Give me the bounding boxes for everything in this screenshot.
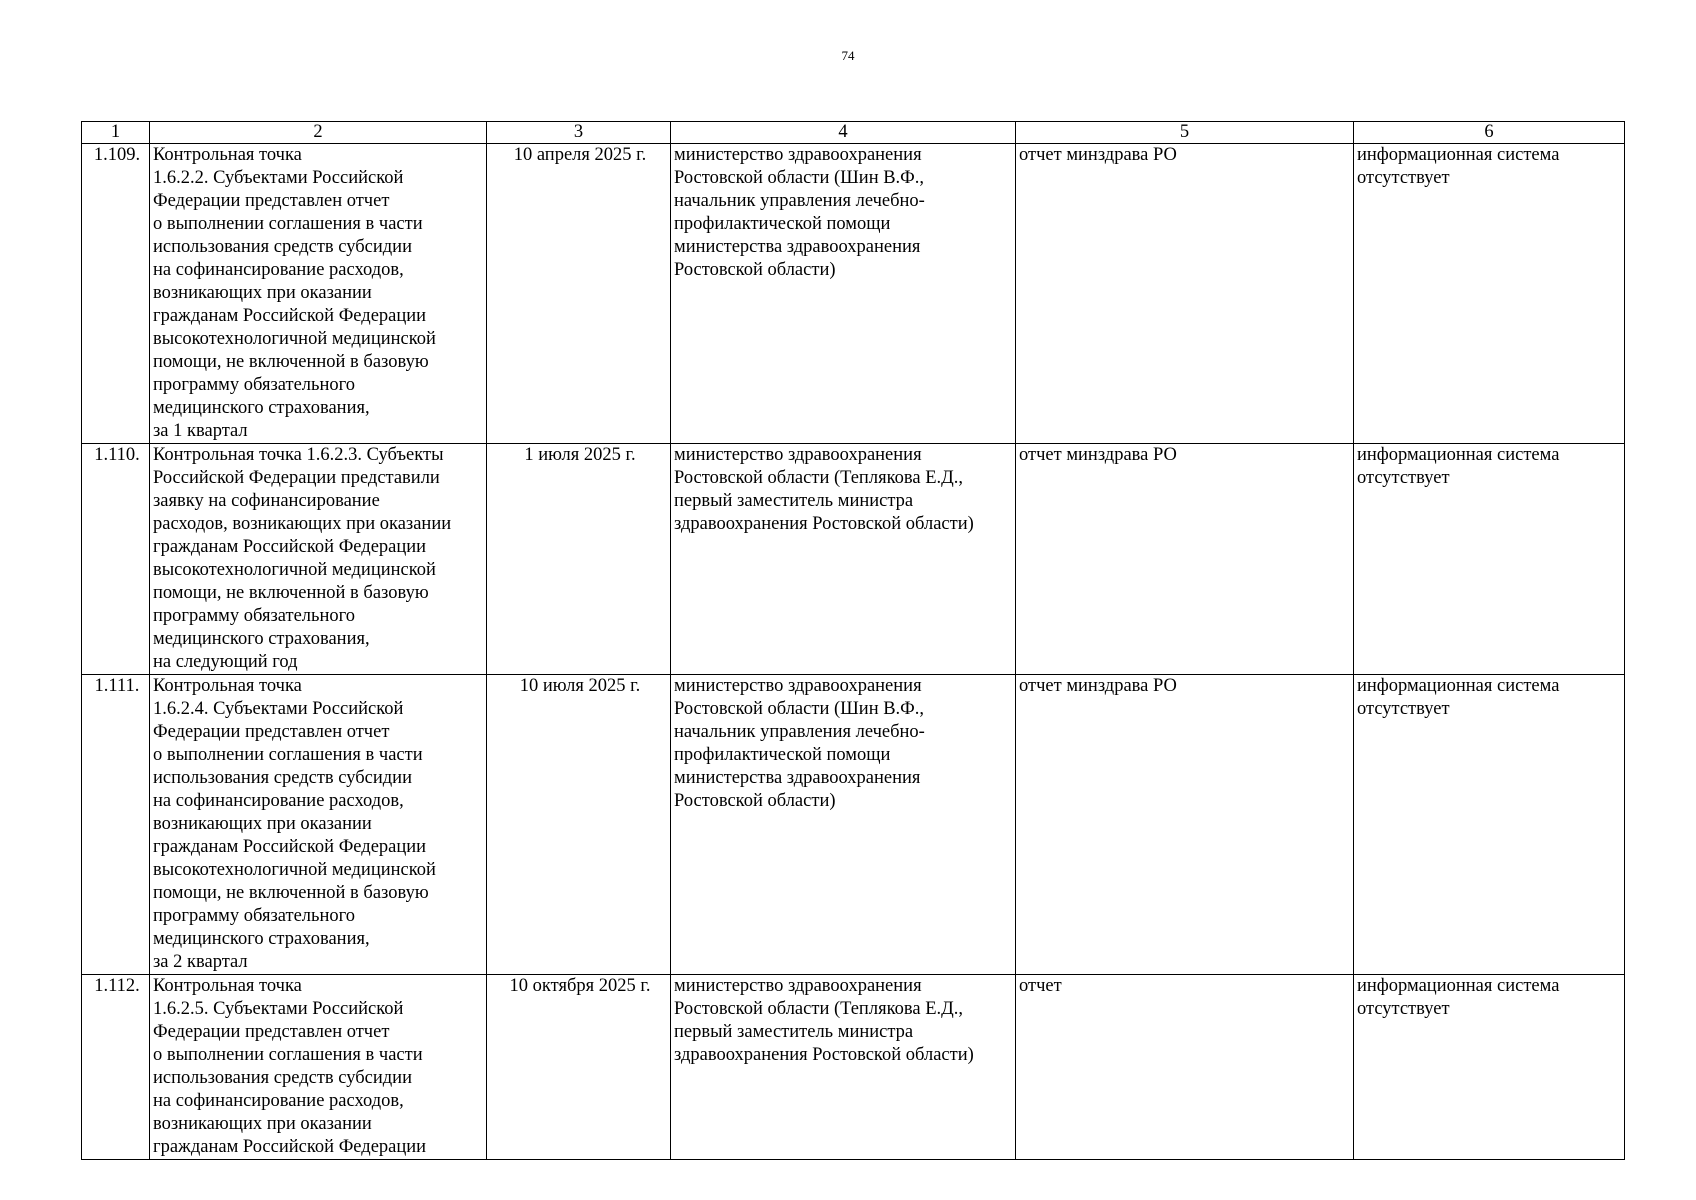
responsible-line: Ростовской области (Шин В.Ф., — [674, 168, 925, 188]
event-cell — [150, 675, 487, 975]
header-col-4: 4 — [671, 122, 1016, 144]
header-col-5: 5 — [1016, 122, 1354, 144]
event-line: на софинансирование расходов, — [153, 791, 404, 811]
event-line: Контрольная точка 1.6.2.3. Субъекты — [153, 445, 444, 465]
header-col-2: 2 — [150, 122, 487, 144]
result-cell: отчет минздрава РО — [1016, 444, 1354, 675]
event-line: расходов, возникающих при оказании — [153, 514, 452, 534]
event-line: Федерации представлен отчет — [153, 722, 390, 742]
date-cell: 10 июля 2025 г. — [487, 675, 671, 975]
result-cell: отчет минздрава РО — [1016, 675, 1354, 975]
result-cell: отчет минздрава РО — [1016, 144, 1354, 444]
responsible-line: министерство здравоохранения — [674, 145, 922, 165]
table-row — [82, 444, 1625, 675]
event-line: гражданам Российской Федерации — [153, 537, 427, 557]
row-number: 1.112. — [82, 975, 150, 1160]
event-line: о выполнении соглашения в части — [153, 214, 423, 234]
responsible-line: министерства здравоохранения — [674, 237, 921, 257]
system-line: информационная система — [1357, 445, 1560, 465]
event-line: возникающих при оказании — [153, 1114, 372, 1134]
event-line: 1.6.2.5. Субъектами Российской — [153, 999, 404, 1019]
event-line: медицинского страхования, — [153, 629, 370, 649]
header-col-6: 6 — [1354, 122, 1625, 144]
event-line: на следующий год — [153, 652, 298, 672]
event-cell — [150, 144, 487, 444]
event-line: использования средств субсидии — [153, 768, 412, 788]
event-line: на софинансирование расходов, — [153, 1091, 404, 1111]
system-cell — [1354, 144, 1625, 444]
system-line: информационная система — [1357, 976, 1560, 996]
date-cell: 1 июля 2025 г. — [487, 444, 671, 675]
responsible-line: Ростовской области (Теплякова Е.Д., — [674, 999, 963, 1019]
responsible-line: первый заместитель министра — [674, 491, 914, 511]
system-line: отсутствует — [1357, 168, 1450, 188]
event-line: Контрольная точка — [153, 976, 302, 996]
event-line: медицинского страхования, — [153, 398, 370, 418]
system-line: информационная система — [1357, 676, 1560, 696]
event-line: Федерации представлен отчет — [153, 191, 390, 211]
event-line: программу обязательного — [153, 606, 355, 626]
event-line: о выполнении соглашения в части — [153, 1045, 423, 1065]
row-number: 1.109. — [82, 144, 150, 444]
responsible-cell — [671, 675, 1016, 975]
table-row — [82, 144, 1625, 444]
event-line: программу обязательного — [153, 906, 355, 926]
event-cell — [150, 975, 487, 1160]
table-row — [82, 675, 1625, 975]
responsible-line: профилактической помощи — [674, 214, 891, 234]
event-line: гражданам Российской Федерации — [153, 1137, 427, 1157]
event-line: 1.6.2.2. Субъектами Российской — [153, 168, 404, 188]
system-line: отсутствует — [1357, 468, 1450, 488]
event-line: программу обязательного — [153, 375, 355, 395]
event-line: гражданам Российской Федерации — [153, 306, 427, 326]
system-cell — [1354, 675, 1625, 975]
responsible-line: Ростовской области) — [674, 791, 836, 811]
event-line: помощи, не включенной в базовую — [153, 583, 429, 603]
row-number: 1.111. — [82, 675, 150, 975]
result-cell: отчет — [1016, 975, 1354, 1160]
system-line: отсутствует — [1357, 999, 1450, 1019]
event-line: гражданам Российской Федерации — [153, 837, 427, 857]
system-line: информационная система — [1357, 145, 1560, 165]
row-number: 1.110. — [82, 444, 150, 675]
event-line: высокотехнологичной медицинской — [153, 560, 436, 580]
header-col-1: 1 — [82, 122, 150, 144]
responsible-line: профилактической помощи — [674, 745, 891, 765]
responsible-line: Ростовской области (Шин В.Ф., — [674, 699, 925, 719]
responsible-cell — [671, 444, 1016, 675]
header-col-3: 3 — [487, 122, 671, 144]
event-line: помощи, не включенной в базовую — [153, 883, 429, 903]
responsible-line: начальник управления лечебно- — [674, 722, 925, 742]
date-cell: 10 апреля 2025 г. — [487, 144, 671, 444]
event-line: заявку на софинансирование — [153, 491, 380, 511]
event-line: за 1 квартал — [153, 421, 248, 441]
table-row — [82, 975, 1625, 1160]
event-line: Контрольная точка — [153, 145, 302, 165]
responsible-line: начальник управления лечебно- — [674, 191, 925, 211]
responsible-line: министерство здравоохранения — [674, 976, 922, 996]
event-line: 1.6.2.4. Субъектами Российской — [153, 699, 404, 719]
responsible-line: Ростовской области) — [674, 260, 836, 280]
event-cell — [150, 444, 487, 675]
event-line: использования средств субсидии — [153, 1068, 412, 1088]
event-line: медицинского страхования, — [153, 929, 370, 949]
header-row — [82, 122, 1625, 144]
responsible-line: здравоохранения Ростовской области) — [674, 1045, 974, 1065]
event-line: помощи, не включенной в базовую — [153, 352, 429, 372]
responsible-cell — [671, 144, 1016, 444]
responsible-line: Ростовской области (Теплякова Е.Д., — [674, 468, 963, 488]
responsible-line: первый заместитель министра — [674, 1022, 914, 1042]
control-points-table — [81, 121, 1625, 1160]
system-cell — [1354, 444, 1625, 675]
event-line: использования средств субсидии — [153, 237, 412, 257]
event-line: за 2 квартал — [153, 952, 248, 972]
system-line: отсутствует — [1357, 699, 1450, 719]
event-line: возникающих при оказании — [153, 283, 372, 303]
responsible-line: министерство здравоохранения — [674, 676, 922, 696]
date-cell: 10 октября 2025 г. — [487, 975, 671, 1160]
event-line: возникающих при оказании — [153, 814, 372, 834]
event-line: Федерации представлен отчет — [153, 1022, 390, 1042]
system-cell — [1354, 975, 1625, 1160]
responsible-cell — [671, 975, 1016, 1160]
event-line: высокотехнологичной медицинской — [153, 860, 436, 880]
event-line: Контрольная точка — [153, 676, 302, 696]
event-line: о выполнении соглашения в части — [153, 745, 423, 765]
responsible-line: здравоохранения Ростовской области) — [674, 514, 974, 534]
page-number: 74 — [841, 48, 855, 63]
responsible-line: министерство здравоохранения — [674, 445, 922, 465]
responsible-line: министерства здравоохранения — [674, 768, 921, 788]
event-line: на софинансирование расходов, — [153, 260, 404, 280]
event-line: высокотехнологичной медицинской — [153, 329, 436, 349]
event-line: Российской Федерации представили — [153, 468, 440, 488]
